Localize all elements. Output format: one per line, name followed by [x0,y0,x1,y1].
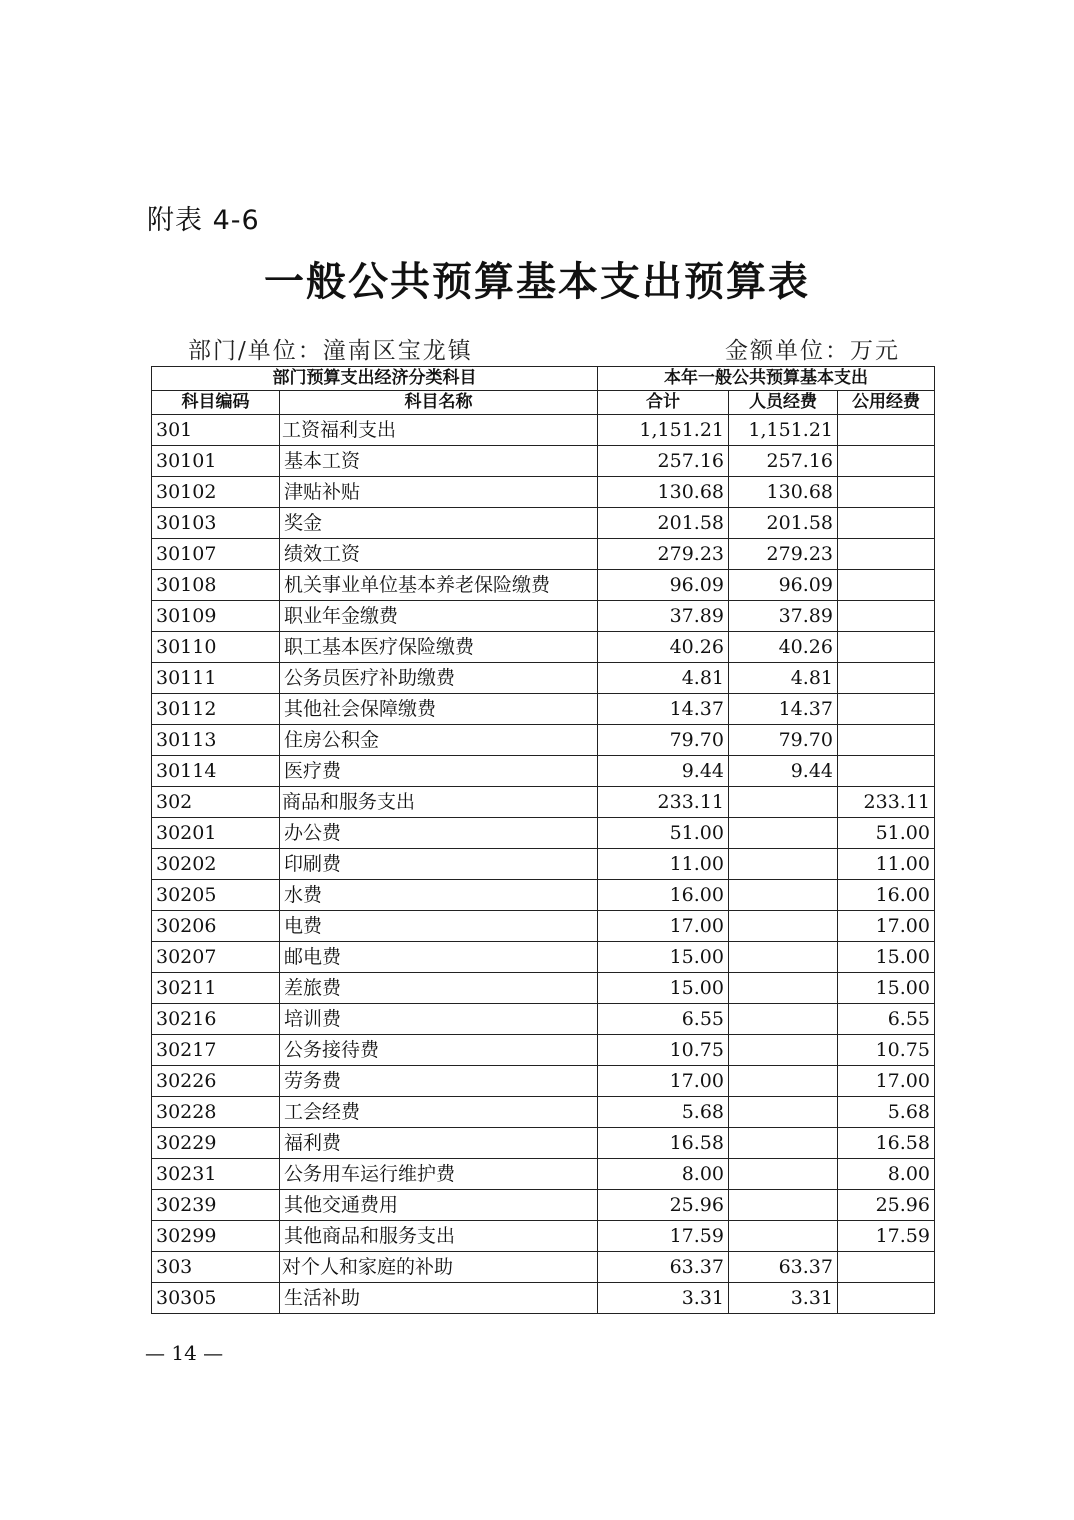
cell-name: 职工基本医疗保险缴费 [280,632,598,663]
cell-code: 30112 [152,694,280,725]
cell-public [838,663,935,694]
table-row [152,1004,935,1035]
table-row [152,849,935,880]
cell-public [838,756,935,787]
table-row [152,570,935,601]
cell-total: 1,151.21 [598,415,729,446]
department-label: 部门/单位：潼南区宝龙镇 [188,338,473,364]
cell-name: 工资福利支出 [280,415,598,446]
cell-public [838,632,935,663]
cell-personnel [729,1221,838,1252]
cell-name: 电费 [280,911,598,942]
cell-name: 工会经费 [280,1097,598,1128]
cell-name: 公务用车运行维护费 [280,1159,598,1190]
cell-code: 30226 [152,1066,280,1097]
table-row [152,1283,935,1314]
cell-public: 17.00 [838,911,935,942]
cell-personnel: 279.23 [729,539,838,570]
cell-public: 51.00 [838,818,935,849]
cell-total: 9.44 [598,756,729,787]
table-row [152,756,935,787]
cell-total: 17.59 [598,1221,729,1252]
cell-name: 邮电费 [280,942,598,973]
cell-personnel: 1,151.21 [729,415,838,446]
cell-code: 30305 [152,1283,280,1314]
cell-personnel [729,1159,838,1190]
cell-total: 63.37 [598,1252,729,1283]
cell-total: 96.09 [598,570,729,601]
table-row [152,415,935,446]
cell-personnel [729,942,838,973]
table-row [152,663,935,694]
cell-code: 30102 [152,477,280,508]
cell-public [838,601,935,632]
annex-label: 附表 4-6 [147,205,260,236]
cell-total: 17.00 [598,911,729,942]
cell-code: 30228 [152,1097,280,1128]
cell-public: 10.75 [838,1035,935,1066]
cell-name: 对个人和家庭的补助 [280,1252,598,1283]
table-row [152,973,935,1004]
cell-personnel [729,1066,838,1097]
table-row [152,725,935,756]
cell-public [838,539,935,570]
column-header-total: 合计 [598,391,729,415]
cell-code: 30101 [152,446,280,477]
cell-personnel [729,787,838,818]
table-row [152,446,935,477]
cell-public [838,508,935,539]
group-header-basic-expenditure: 本年一般公共预算基本支出 [598,367,935,391]
cell-public: 233.11 [838,787,935,818]
cell-code: 30110 [152,632,280,663]
cell-code: 30103 [152,508,280,539]
cell-personnel: 4.81 [729,663,838,694]
cell-name: 住房公积金 [280,725,598,756]
cell-public [838,1252,935,1283]
column-header-row [152,391,935,415]
cell-personnel: 63.37 [729,1252,838,1283]
column-header-public: 公用经费 [838,391,935,415]
cell-total: 4.81 [598,663,729,694]
table-row [152,1097,935,1128]
column-header-code: 科目编码 [152,391,280,415]
table-row [152,1190,935,1221]
table-row [152,1159,935,1190]
page-title: 一般公共预算基本支出预算表 [264,258,810,305]
table-row [152,1066,935,1097]
cell-total: 5.68 [598,1097,729,1128]
cell-name: 医疗费 [280,756,598,787]
cell-code: 301 [152,415,280,446]
cell-public [838,446,935,477]
cell-public [838,725,935,756]
table-row [152,1128,935,1159]
cell-code: 30205 [152,880,280,911]
cell-personnel [729,973,838,1004]
column-header-personnel: 人员经费 [729,391,838,415]
cell-code: 30111 [152,663,280,694]
cell-personnel: 79.70 [729,725,838,756]
cell-personnel: 96.09 [729,570,838,601]
cell-name: 奖金 [280,508,598,539]
cell-total: 25.96 [598,1190,729,1221]
unit-label: 金额单位：万元 [725,338,900,364]
cell-public [838,415,935,446]
table-row [152,818,935,849]
cell-public: 16.58 [838,1128,935,1159]
cell-code: 30299 [152,1221,280,1252]
cell-personnel: 9.44 [729,756,838,787]
cell-code: 30206 [152,911,280,942]
cell-total: 11.00 [598,849,729,880]
cell-code: 30229 [152,1128,280,1159]
cell-personnel [729,1128,838,1159]
cell-total: 3.31 [598,1283,729,1314]
page-number: — 14 — [145,1341,224,1365]
cell-public: 17.59 [838,1221,935,1252]
cell-total: 40.26 [598,632,729,663]
cell-total: 14.37 [598,694,729,725]
cell-total: 37.89 [598,601,729,632]
cell-code: 30217 [152,1035,280,1066]
group-header-classification: 部门预算支出经济分类科目 [152,367,598,391]
cell-public: 6.55 [838,1004,935,1035]
cell-name: 基本工资 [280,446,598,477]
cell-public: 16.00 [838,880,935,911]
cell-code: 30239 [152,1190,280,1221]
table-row [152,787,935,818]
budget-table [151,366,935,1314]
cell-total: 79.70 [598,725,729,756]
cell-personnel: 257.16 [729,446,838,477]
cell-personnel [729,1004,838,1035]
cell-name: 绩效工资 [280,539,598,570]
cell-name: 职业年金缴费 [280,601,598,632]
cell-personnel [729,911,838,942]
cell-personnel: 3.31 [729,1283,838,1314]
cell-public [838,570,935,601]
cell-public: 8.00 [838,1159,935,1190]
table-row [152,1252,935,1283]
table-body [152,415,935,1314]
cell-code: 30202 [152,849,280,880]
cell-name: 商品和服务支出 [280,787,598,818]
cell-public: 11.00 [838,849,935,880]
cell-personnel [729,1035,838,1066]
cell-public: 17.00 [838,1066,935,1097]
cell-total: 17.00 [598,1066,729,1097]
cell-total: 10.75 [598,1035,729,1066]
cell-name: 公务接待费 [280,1035,598,1066]
cell-total: 15.00 [598,942,729,973]
cell-public [838,1283,935,1314]
cell-name: 其他社会保障缴费 [280,694,598,725]
cell-code: 30201 [152,818,280,849]
cell-total: 8.00 [598,1159,729,1190]
cell-code: 30113 [152,725,280,756]
cell-total: 233.11 [598,787,729,818]
table-row [152,880,935,911]
cell-code: 30211 [152,973,280,1004]
cell-code: 30207 [152,942,280,973]
cell-code: 302 [152,787,280,818]
cell-total: 279.23 [598,539,729,570]
cell-total: 6.55 [598,1004,729,1035]
cell-personnel: 37.89 [729,601,838,632]
cell-name: 水费 [280,880,598,911]
cell-name: 公务员医疗补助缴费 [280,663,598,694]
cell-public [838,477,935,508]
cell-personnel [729,880,838,911]
table-row [152,508,935,539]
cell-total: 16.58 [598,1128,729,1159]
table-row [152,694,935,725]
cell-public: 5.68 [838,1097,935,1128]
cell-name: 津贴补贴 [280,477,598,508]
cell-personnel: 130.68 [729,477,838,508]
cell-public: 15.00 [838,973,935,1004]
cell-total: 16.00 [598,880,729,911]
cell-code: 303 [152,1252,280,1283]
cell-name: 印刷费 [280,849,598,880]
cell-code: 30216 [152,1004,280,1035]
cell-total: 257.16 [598,446,729,477]
cell-public: 25.96 [838,1190,935,1221]
table-row [152,632,935,663]
cell-personnel [729,1190,838,1221]
cell-name: 劳务费 [280,1066,598,1097]
cell-total: 201.58 [598,508,729,539]
table-row [152,911,935,942]
table-row [152,1221,935,1252]
cell-code: 30108 [152,570,280,601]
cell-name: 生活补助 [280,1283,598,1314]
cell-personnel [729,849,838,880]
cell-personnel: 14.37 [729,694,838,725]
table-row [152,1035,935,1066]
cell-name: 办公费 [280,818,598,849]
cell-code: 30114 [152,756,280,787]
cell-personnel: 40.26 [729,632,838,663]
cell-name: 差旅费 [280,973,598,1004]
cell-personnel [729,1097,838,1128]
cell-code: 30109 [152,601,280,632]
table-row [152,601,935,632]
cell-code: 30107 [152,539,280,570]
cell-name: 培训费 [280,1004,598,1035]
cell-total: 130.68 [598,477,729,508]
cell-name: 福利费 [280,1128,598,1159]
cell-total: 15.00 [598,973,729,1004]
table-row [152,539,935,570]
cell-public: 15.00 [838,942,935,973]
cell-personnel: 201.58 [729,508,838,539]
cell-name: 其他商品和服务支出 [280,1221,598,1252]
table-row [152,477,935,508]
table-row [152,942,935,973]
cell-name: 其他交通费用 [280,1190,598,1221]
cell-public [838,694,935,725]
column-header-name: 科目名称 [280,391,598,415]
cell-total: 51.00 [598,818,729,849]
group-header-row [152,367,935,391]
cell-personnel [729,818,838,849]
cell-name: 机关事业单位基本养老保险缴费 [280,570,598,601]
cell-code: 30231 [152,1159,280,1190]
